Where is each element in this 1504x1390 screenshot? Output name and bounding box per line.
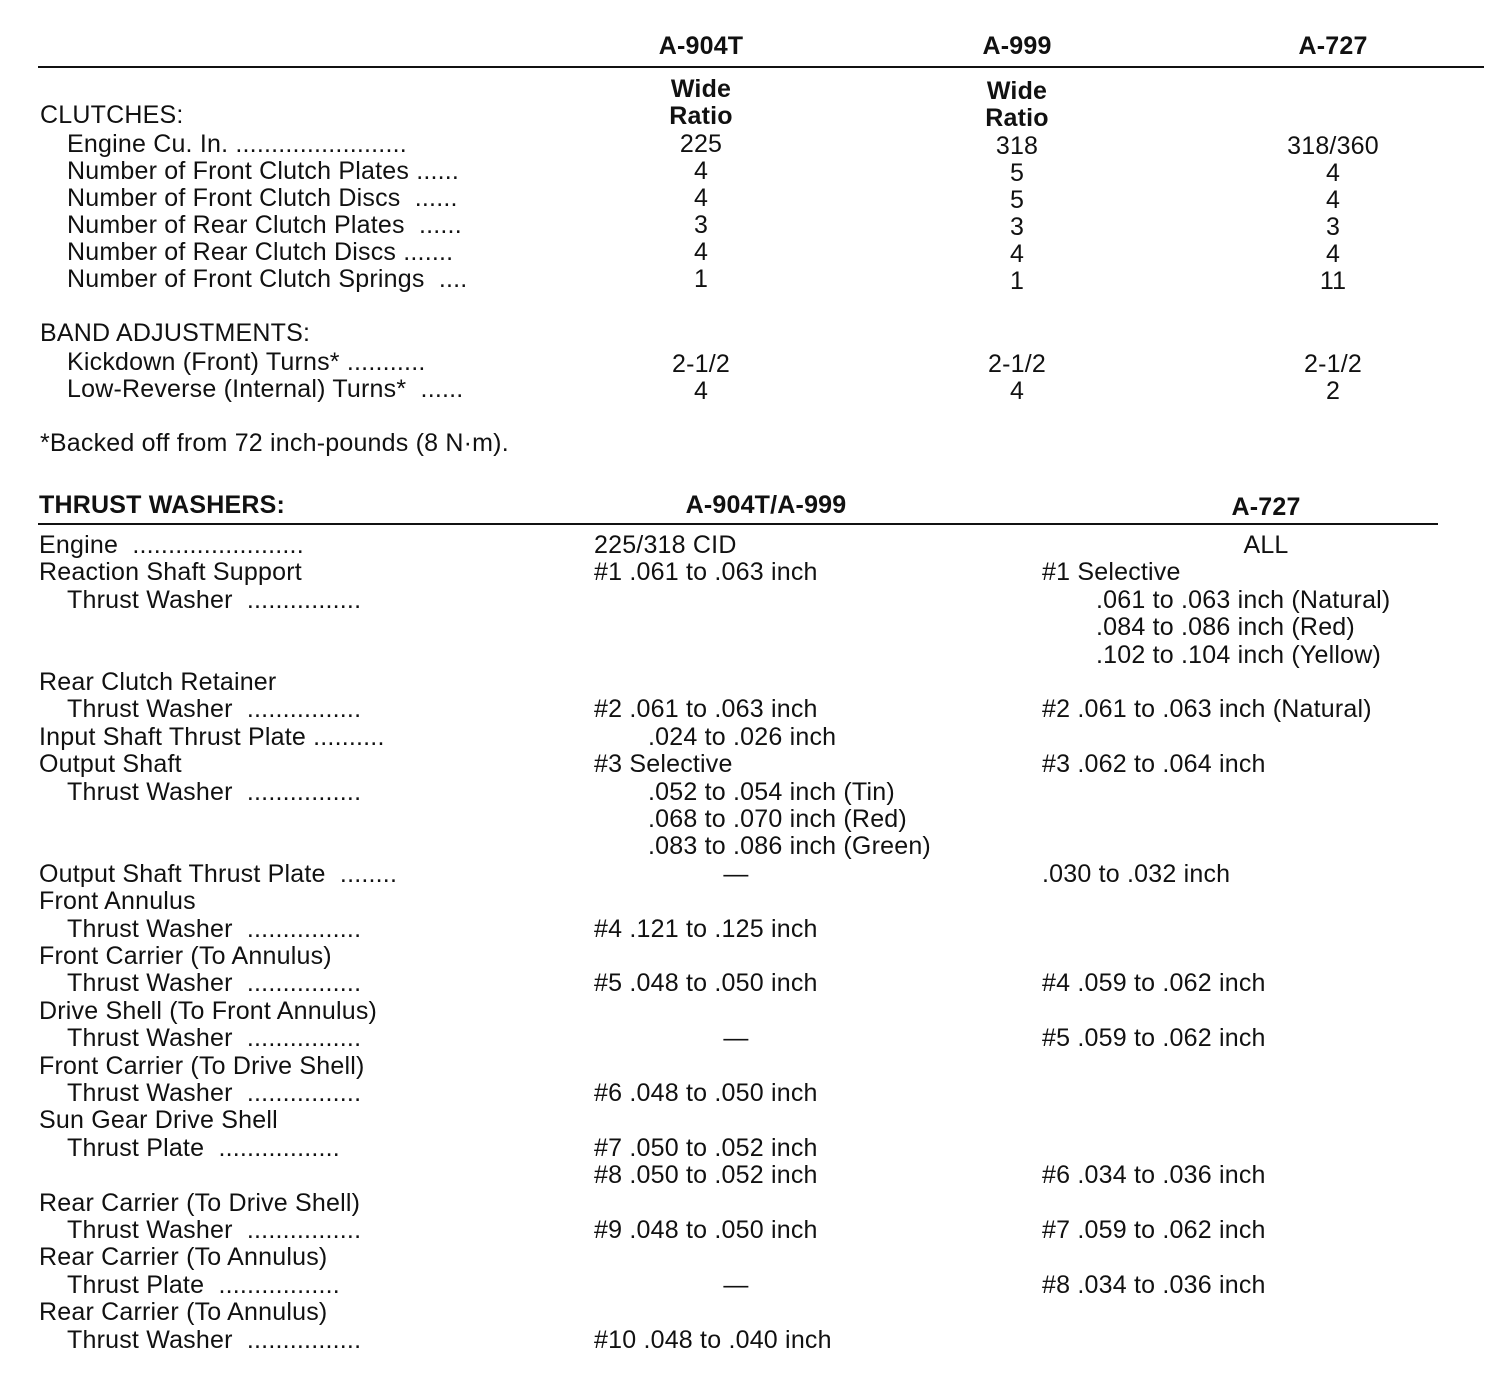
value-a904t-a999: #8 .050 to .052 inch — [594, 1161, 818, 1189]
row-label: Thrust Plate ................. — [67, 1134, 340, 1162]
value-a727: #3 .062 to .064 inch — [1042, 750, 1266, 778]
col-header-a727: A-727 — [1231, 493, 1301, 521]
header-divider — [38, 66, 1484, 68]
subhead-a999-line2: Ratio — [985, 104, 1049, 132]
value-a904t: 2-1/2 — [672, 350, 730, 378]
clutches-heading: CLUTCHES: — [40, 101, 184, 129]
value-a904t: 4 — [693, 377, 709, 405]
value-a727: #4 .059 to .062 inch — [1042, 969, 1266, 997]
row-label: Front Annulus — [39, 887, 196, 915]
value-a727: 4 — [1325, 159, 1341, 187]
value-a999: 4 — [1009, 240, 1025, 268]
band-adjustments-heading: BAND ADJUSTMENTS: — [40, 319, 311, 347]
thrust-header-divider — [38, 523, 1438, 525]
value-a904t: 1 — [693, 265, 709, 293]
value-a904t-a999: #6 .048 to .050 inch — [594, 1079, 818, 1107]
value-a904t-a999: .052 to .054 inch (Tin) — [648, 778, 895, 806]
value-a727: 3 — [1325, 213, 1341, 241]
row-label: Thrust Washer ................ — [67, 1216, 362, 1244]
footnote: *Backed off from 72 inch-pounds (8 N·m). — [40, 429, 509, 457]
row-label: Low-Reverse (Internal) Turns* ...... — [67, 375, 464, 403]
row-label: Thrust Washer ................ — [67, 1024, 362, 1052]
row-label: Thrust Washer ................ — [67, 778, 362, 806]
value-a904t-a999: .068 to .070 inch (Red) — [648, 805, 907, 833]
value-a904t: 4 — [693, 157, 709, 185]
row-label: Thrust Washer ................ — [67, 695, 362, 723]
row-label: Output Shaft Thrust Plate ........ — [39, 860, 398, 888]
value-a904t-a999: .083 to .086 inch (Green) — [648, 832, 931, 860]
value-a999: 1 — [1009, 267, 1025, 295]
value-a999: 4 — [1009, 377, 1025, 405]
value-a904t-a999: — — [723, 1024, 749, 1052]
value-a727: 2 — [1325, 377, 1341, 405]
col-header-a727: A-727 — [1298, 32, 1368, 60]
value-a727: #6 .034 to .036 inch — [1042, 1161, 1266, 1189]
row-label: Rear Carrier (To Drive Shell) — [39, 1189, 361, 1217]
value-a904t-a999: 225/318 CID — [594, 531, 737, 559]
row-label: Drive Shell (To Front Annulus) — [39, 997, 378, 1025]
value-a727: 4 — [1325, 186, 1341, 214]
value-a904t-a999: #5 .048 to .050 inch — [594, 969, 818, 997]
value-a904t-a999: #9 .048 to .050 inch — [594, 1216, 818, 1244]
value-a904t-a999: #7 .050 to .052 inch — [594, 1134, 818, 1162]
value-a999: 3 — [1009, 213, 1025, 241]
col-header-a999: A-999 — [982, 32, 1052, 60]
row-label: Thrust Washer ................ — [67, 1326, 362, 1354]
value-a727: .030 to .032 inch — [1042, 860, 1231, 888]
value-a904t-a999: #3 Selective — [594, 750, 733, 778]
row-label: Thrust Washer ................ — [67, 915, 362, 943]
value-a727: #1 Selective — [1042, 558, 1181, 586]
value-a727: 318/360 — [1287, 132, 1379, 160]
value-a727: .061 to .063 inch (Natural) — [1096, 586, 1391, 614]
value-a904t: 225 — [679, 130, 723, 158]
value-a904t-a999: — — [723, 860, 749, 888]
value-a904t: 3 — [693, 211, 709, 239]
row-label: Front Carrier (To Annulus) — [39, 942, 332, 970]
value-a904t: 4 — [693, 184, 709, 212]
row-label: Thrust Washer ................ — [67, 969, 362, 997]
value-a727: #2 .061 to .063 inch (Natural) — [1042, 695, 1372, 723]
row-label: Number of Front Clutch Discs ...... — [67, 184, 458, 212]
value-a904t-a999: #2 .061 to .063 inch — [594, 695, 818, 723]
col-header-a904t: A-904T — [658, 32, 744, 60]
row-label: Sun Gear Drive Shell — [39, 1106, 278, 1134]
row-label: Number of Rear Clutch Plates ...... — [67, 211, 462, 239]
value-a727: ALL — [1243, 531, 1289, 559]
value-a727: #8 .034 to .036 inch — [1042, 1271, 1266, 1299]
row-label: Reaction Shaft Support — [39, 558, 302, 586]
row-label: Thrust Plate ................. — [67, 1271, 340, 1299]
row-label: Thrust Washer ................ — [67, 1079, 362, 1107]
value-a727: 11 — [1319, 267, 1347, 295]
subhead-a999-line1: Wide — [986, 77, 1048, 105]
value-a727: .084 to .086 inch (Red) — [1096, 613, 1355, 641]
value-a727: 4 — [1325, 240, 1341, 268]
value-a904t-a999: #10 .048 to .040 inch — [594, 1326, 832, 1354]
subhead-a904t-line2: Ratio — [669, 102, 733, 130]
value-a904t-a999: #1 .061 to .063 inch — [594, 558, 818, 586]
subhead-a904t-line1: Wide — [670, 75, 732, 103]
value-a727: 2-1/2 — [1304, 350, 1362, 378]
value-a904t: 4 — [693, 238, 709, 266]
row-label: Number of Front Clutch Plates ...... — [67, 157, 460, 185]
value-a999: 318 — [995, 132, 1039, 160]
value-a999: 2-1/2 — [988, 350, 1046, 378]
value-a727: #7 .059 to .062 inch — [1042, 1216, 1266, 1244]
row-label: Engine ........................ — [39, 531, 304, 559]
value-a904t-a999: — — [723, 1271, 749, 1299]
row-label: Rear Clutch Retainer — [39, 668, 277, 696]
row-label: Output Shaft — [39, 750, 182, 778]
value-a904t-a999: #4 .121 to .125 inch — [594, 915, 818, 943]
row-label: Rear Carrier (To Annulus) — [39, 1243, 328, 1271]
row-label: Front Carrier (To Drive Shell) — [39, 1052, 365, 1080]
row-label: Kickdown (Front) Turns* ........... — [67, 348, 426, 376]
value-a727: .102 to .104 inch (Yellow) — [1096, 641, 1382, 669]
value-a999: 5 — [1009, 159, 1025, 187]
row-label: Input Shaft Thrust Plate .......... — [39, 723, 385, 751]
value-a727: #5 .059 to .062 inch — [1042, 1024, 1266, 1052]
value-a999: 5 — [1009, 186, 1025, 214]
row-label: Thrust Washer ................ — [67, 586, 362, 614]
row-label: Number of Rear Clutch Discs ....... — [67, 238, 454, 266]
value-a904t-a999: .024 to .026 inch — [648, 723, 837, 751]
thrust-washers-title: THRUST WASHERS: — [39, 491, 286, 519]
row-label: Engine Cu. In. ........................ — [67, 130, 407, 158]
col-header-a904t-a999: A-904T/A-999 — [685, 491, 847, 519]
row-label: Number of Front Clutch Springs .... — [67, 265, 468, 293]
row-label: Rear Carrier (To Annulus) — [39, 1298, 328, 1326]
